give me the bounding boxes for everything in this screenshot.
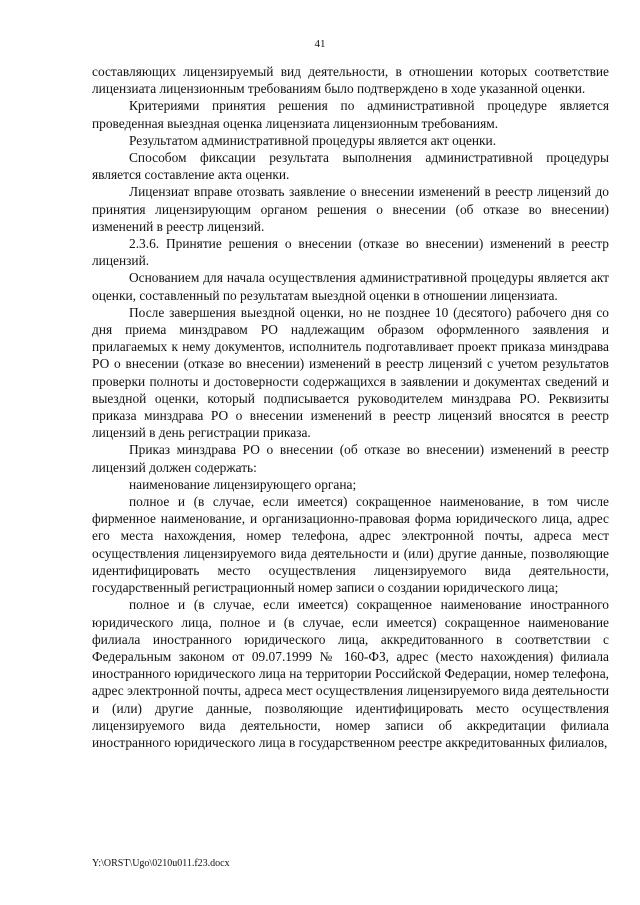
page-number: 41 — [314, 38, 326, 50]
list-item-authority-name: наименование лицензирующего органа; — [129, 476, 357, 492]
document-body — [92, 63, 609, 751]
paragraph-order-contents: Приказ минздрава РО о внесении (об отказе во внесении) изменений в реестр лицензий должен содержать: — [92, 442, 609, 475]
list-item-foreign-entity: полное и (в случае, если имеется) сокращенное наименование иностранного юридического лица, полное и (в случае, если имеется) сокращенное наименование филиала иностранного юридического лица, аккредитованного в соответствии с Федеральным законом от 09.07.1999 № 160-ФЗ, адрес (место нахождения) филиала иностранного юридического лица на территории Российской Федерации, номер телефона, адрес электронной почты, адреса мест осуществления лицензируемого вида деятельности и (или) другие данные, позволяющие идентифицировать место осуществления лицензируемого вида деятельности, номер записи об аккредитации филиала иностранного юридического лица в государственном реестре аккредитованных филиалов, — [92, 597, 609, 750]
list-item-legal-entity: полное и (в случае, если имеется) сокращенное наименование, в том числе фирменное наименование, и организационно-правовая форма юридического лица, адрес его места нахождения, номер телефона, адрес электронной почты, адреса мест осуществления лицензируемого вида деятельности и (или) другие данные, позволяющие идентифицировать место осуществления лицензируемого вида деятельности, государственный регистрационный номер записи о создании юридического лица; — [92, 494, 609, 596]
file-path-footer: Y:\ORST\Ugo\0210u011.f23.docx — [92, 858, 230, 869]
paragraph-after-assessment: После завершения выездной оценки, но не позднее 10 (десятого) рабочего дня со дня приема минздравом РО надлежащим образом оформленного заявления и прилагаемых к нему документов, исполнитель подготавливает проект приказа минздрава РО о внесении (отказе во внесении) изменений в реестр лицензий с учетом результатов проверки полноты и достоверности содержащихся в заявлении и документах сведений и выездной оценки, который подписывается руководителем минздрава РО. Реквизиты приказа минздрава РО о внесении изменений в реестр лицензий вносятся в реестр лицензий в день регистрации приказа. — [92, 304, 609, 441]
paragraph-withdrawal: Лицензиат вправе отозвать заявление о внесении изменений в реестр лицензий до принятия лицензирующим органом решения о внесении (об отказе во внесении) изменений в реестр лицензий. — [92, 184, 609, 234]
paragraph-continuation: составляющих лицензируемый вид деятельности, в отношении которых соответствие лицензиата лицензионным требованиям было подтверждено в ходе указанной оценки. — [92, 64, 609, 97]
section-heading-2-3-6: 2.3.6. Принятие решения о внесении (отказе во внесении) изменений в реестр лицензий. — [92, 236, 609, 269]
paragraph-result: Результатом административной процедуры является акт оценки. — [129, 132, 497, 148]
paragraph-fixation: Способом фиксации результата выполнения административной процедуры является составление акта оценки. — [92, 150, 609, 183]
paragraph-basis: Основанием для начала осуществления административной процедуры является акт оценки, составленный по результатам выездной оценки в отношении лицензиата. — [92, 270, 609, 303]
paragraph-criteria: Критериями принятия решения по административной процедуре является проведенная выездная оценка лицензиата лицензионным требованиям. — [92, 98, 609, 131]
